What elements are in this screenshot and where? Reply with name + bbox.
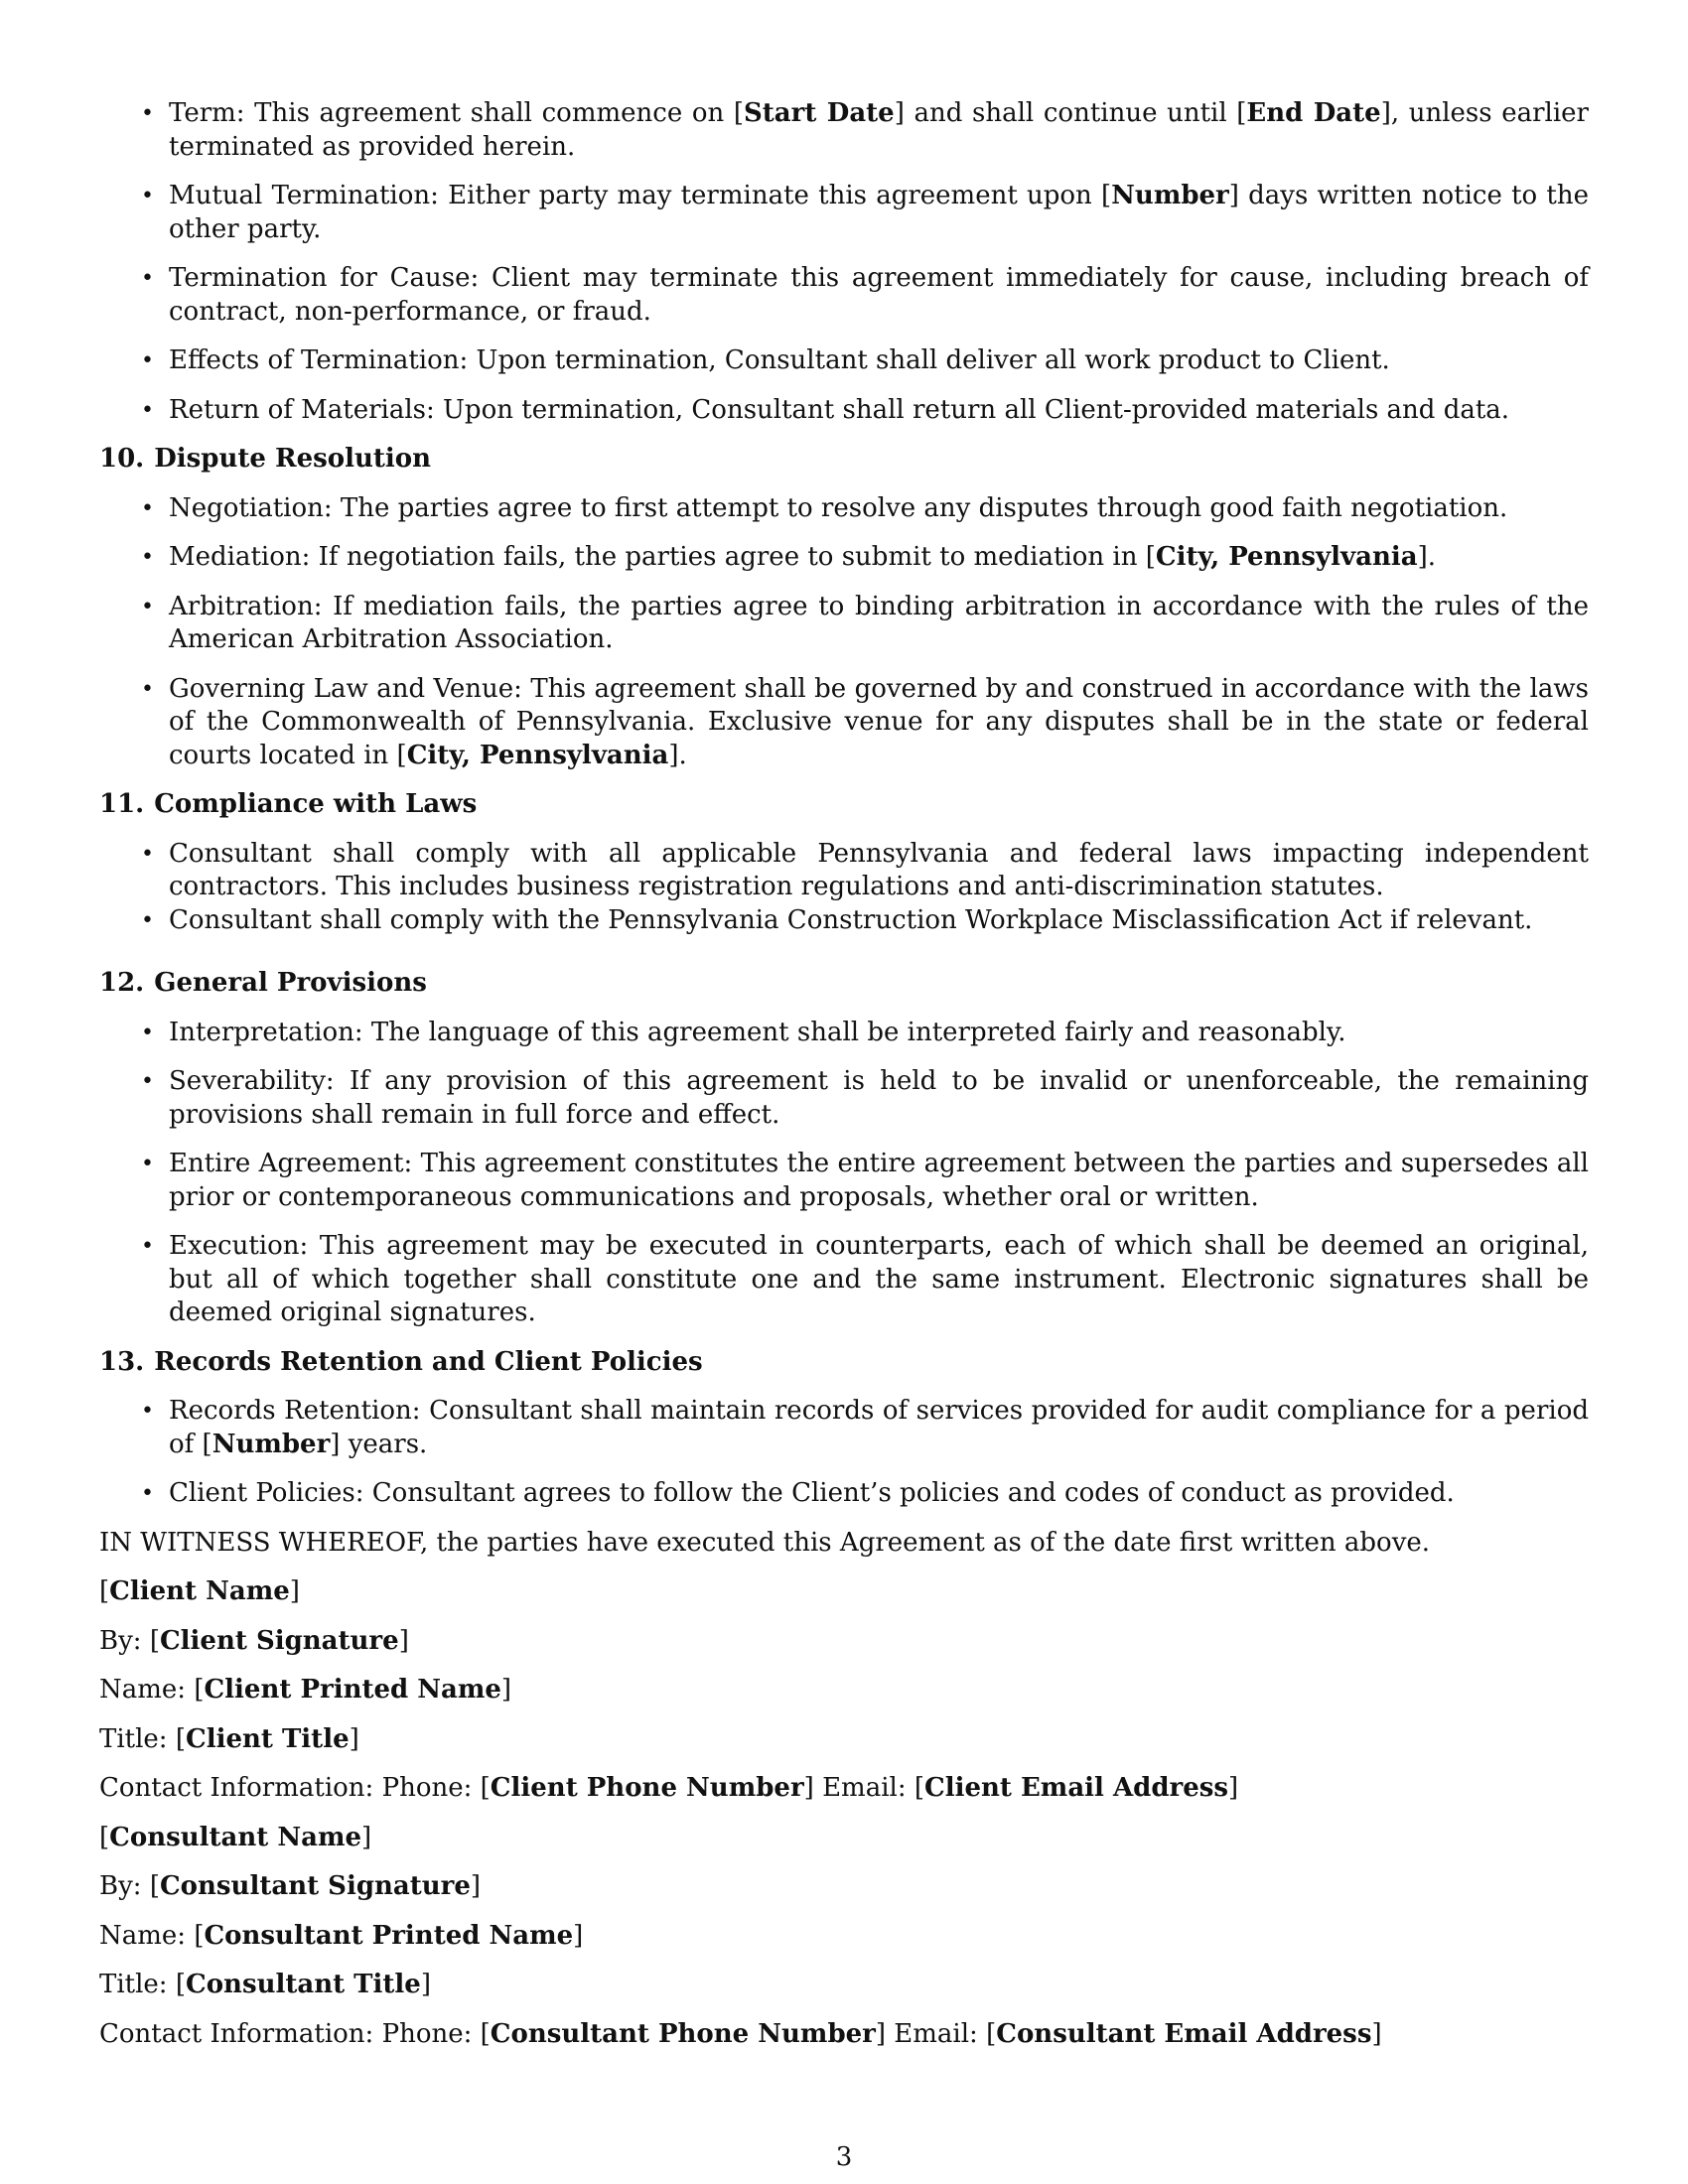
list-item-mutual-termination: • Mutual Termination: Either party may terminate this agreement upon [Number] days written notice to the other party. <box>99 180 1589 246</box>
compliance-list <box>99 838 1589 938</box>
section-heading-records-retention: 13. Records Retention and Client Policies <box>99 1346 703 1377</box>
list-item-arbitration: • Arbitration: If mediation fails, the parties agree to binding arbitration in accordance with the rules of the American Arbitration Association. <box>99 591 1589 657</box>
page-number: 3 <box>835 2142 853 2172</box>
section-heading-compliance: 11. Compliance with Laws <box>99 789 478 819</box>
list-item-compliance-misclassification: • Consultant shall comply with the Pennsylvania Construction Workplace Misclassification Act if relevant. <box>99 904 1589 938</box>
section-heading-general-provisions: 12. General Provisions <box>99 968 427 998</box>
client-name-line: [Client Name] <box>99 1576 300 1606</box>
list-item-interpretation: • Interpretation: The language of this agreement shall be interpreted fairly and reasonably. <box>99 1017 1589 1050</box>
consultant-printed-name-line: Name: [Consultant Printed Name] <box>99 1920 584 1951</box>
consultant-name-line: [Consultant Name] <box>99 1822 372 1852</box>
client-by-line: By: [Client Signature] <box>99 1625 409 1656</box>
list-item-governing-law: • Governing Law and Venue: This agreement shall be governed by and construed in accordance with the laws of the Commonwealth of Pennsylvania. Exclusive venue for any disputes shall be in the state or federal courts located in [City, Pennsylvania]. <box>99 673 1589 773</box>
client-title-line: Title: [Client Title] <box>99 1723 359 1754</box>
witness-statement: IN WITNESS WHEREOF, the parties have executed this Agreement as of the date first written above. <box>99 1527 1431 1558</box>
client-contact-line: Contact Information: Phone: [Client Phone Number] Email: [Client Email Address] <box>99 1773 1239 1803</box>
client-printed-name-line: Name: [Client Printed Name] <box>99 1675 512 1705</box>
list-item-effects-of-termination: • Effects of Termination: Upon termination, Consultant shall deliver all work product to Client. <box>99 344 1589 378</box>
list-item-client-policies: • Client Policies: Consultant agrees to follow the Client’s policies and codes of conduct as provided. <box>99 1477 1589 1511</box>
list-item-execution: • Execution: This agreement may be executed in counterparts, each of which shall be deemed an original, but all of which together shall constitute one and the same instrument. Electronic signatures shall be deemed original signatures. <box>99 1230 1589 1330</box>
section-heading-dispute-resolution: 10. Dispute Resolution <box>99 444 432 474</box>
consultant-contact-line: Contact Information: Phone: [Consultant Phone Number] Email: [Consultant Email Address] <box>99 2018 1382 2049</box>
list-item-negotiation: • Negotiation: The parties agree to first attempt to resolve any disputes through good faith negotiation. <box>99 492 1589 526</box>
consultant-signature-block <box>99 1822 1589 2052</box>
list-item-compliance-laws: • Consultant shall comply with all applicable Pennsylvania and federal laws impacting independent contractors. This includes business registration regulations and anti-discrimination statutes. <box>99 838 1589 904</box>
list-item-termination-for-cause: • Termination for Cause: Client may terminate this agreement immediately for cause, including breach of contract, non-performance, or fraud. <box>99 262 1589 329</box>
list-item-severability: • Severability: If any provision of this agreement is held to be invalid or unenforceable, the remaining provisions shall remain in full force and effect. <box>99 1065 1589 1132</box>
client-signature-block <box>99 1575 1589 1806</box>
list-item-return-of-materials: • Return of Materials: Upon termination, Consultant shall return all Client-provided materials and data. <box>99 394 1589 428</box>
records-retention-list <box>99 1395 1589 1511</box>
consultant-title-line: Title: [Consultant Title] <box>99 1970 431 1999</box>
list-item-entire-agreement: • Entire Agreement: This agreement constitutes the entire agreement between the parties and supersedes all prior or contemporaneous communications and proposals, whether oral or written. <box>99 1148 1589 1214</box>
list-item-term: • Term: This agreement shall commence on [Start Date] and shall continue until [End Date], unless earlier terminated as provided herein. <box>99 97 1589 164</box>
termination-list <box>99 97 1589 427</box>
dispute-resolution-list <box>99 492 1589 773</box>
general-provisions-list <box>99 1017 1589 1330</box>
list-item-mediation: • Mediation: If negotiation fails, the parties agree to submit to mediation in [City, Pennsylvania]. <box>99 541 1589 575</box>
consultant-by-line: By: [Consultant Signature] <box>99 1871 482 1901</box>
list-item-records-retention: • Records Retention: Consultant shall maintain records of services provided for audit compliance for a period of [Number] years. <box>99 1395 1589 1461</box>
